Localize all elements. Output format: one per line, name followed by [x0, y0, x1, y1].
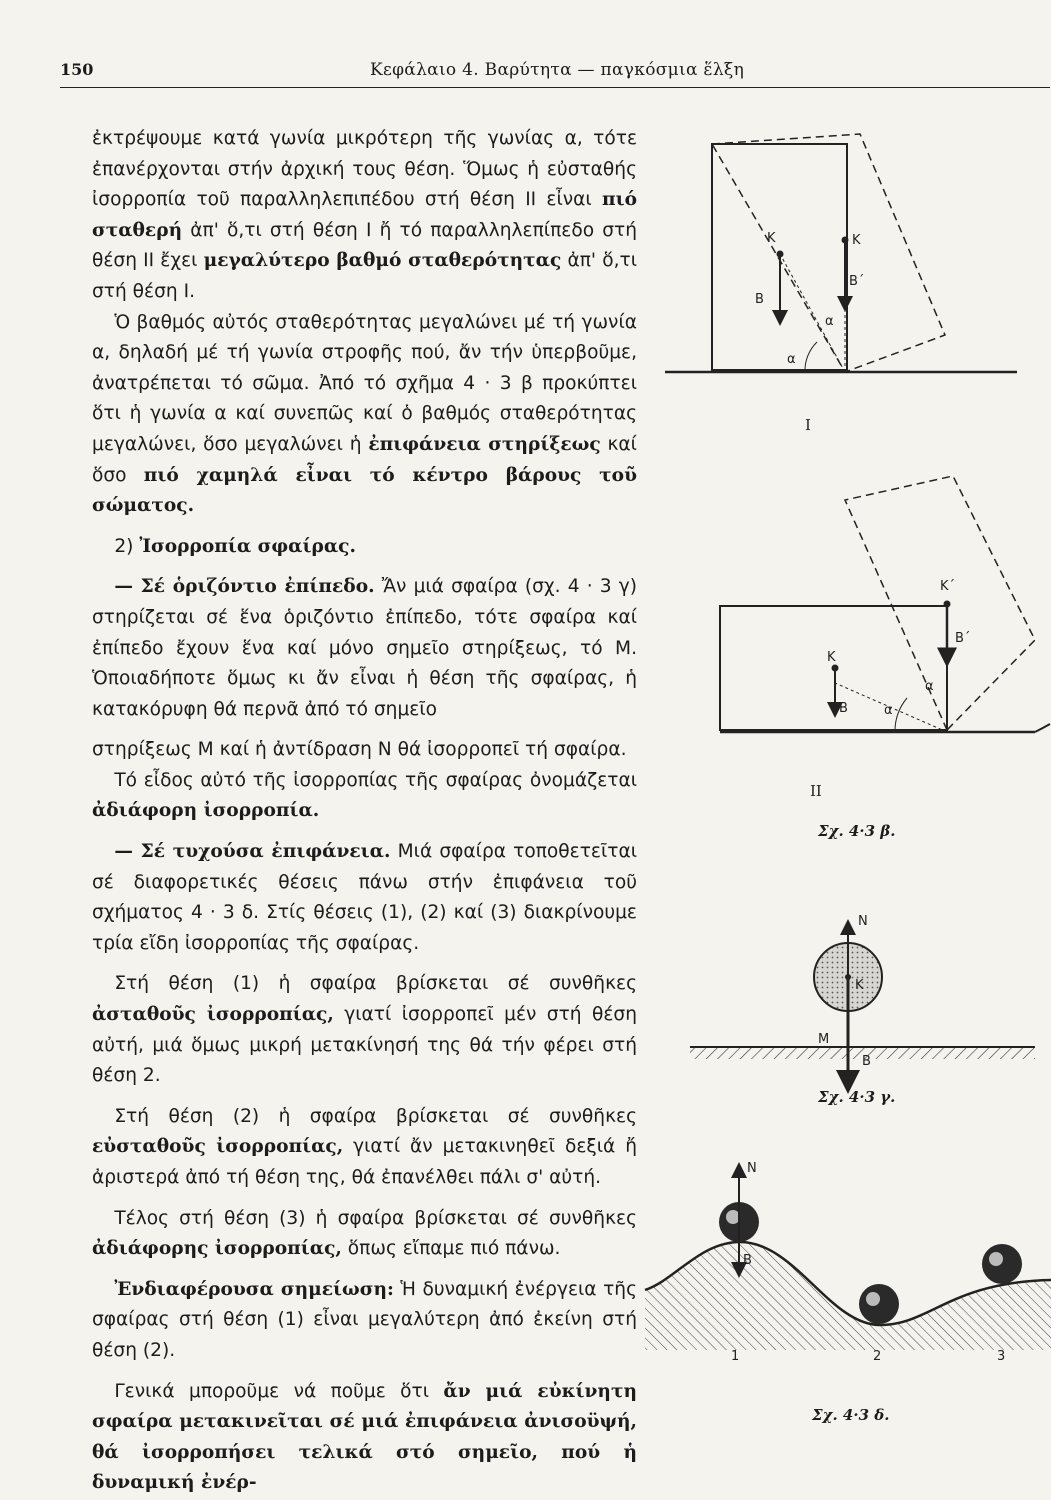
- label-B-sphere: B: [862, 1054, 871, 1069]
- figure-4-3-gamma-drawing: [690, 905, 1035, 1075]
- block-I-tilted: [712, 134, 945, 372]
- paragraph-4: Τό εἶδος αὐτό τῆς ἰσορροπίας τῆς σφαίρας ὀνομάζεται ἀδιάφορη ἰσορροπία.: [92, 769, 637, 822]
- sphere-position-2: [859, 1284, 899, 1324]
- label-B-prime-I: B΄: [849, 274, 865, 289]
- label-position-1: 1: [731, 1349, 740, 1364]
- label-K-prime-I: K: [852, 233, 861, 248]
- label-B-II: B: [839, 701, 848, 716]
- label-alpha-II-1: α: [884, 703, 893, 718]
- header-rule: [60, 87, 1050, 88]
- figure-4-3-delta-drawing: [645, 1160, 1051, 1364]
- paragraph-3: — Σέ ὁριζόντιο ἐπίπεδο. Ἄν μιά σφαίρα (σχ. 4 · 3 γ) στηρίζεται σέ ἕνα ὁριζόντιο ἐπίπεδο, τότε σφαίρα καί ἐπίπεδο ἔχουν ἕνα καί μόνο σημεῖο στηρίξεως, τό Μ. Ὁποιαδήποτε ὅμως κι ἄν εἶναι ἡ θέση τῆς σφαίρας, ἡ κατακόρυφη θά περνᾶ ἀπό τό σημεῖο: [92, 576, 637, 720]
- label-alpha-II-2: α: [925, 679, 934, 694]
- label-alpha-I-2: α: [787, 352, 796, 367]
- figure-4-3-delta: [645, 1160, 1051, 1364]
- label-II: II: [810, 782, 822, 800]
- section-heading-sphere: 2) Ἰσορροπία σφαίρας.: [114, 535, 356, 557]
- running-title: Κεφάλαιο 4. Βαρύτητα — παγκόσμια ἕλξη: [370, 60, 745, 80]
- label-position-2: 2: [873, 1349, 882, 1364]
- figure-4-3-beta-drawing: [655, 120, 1050, 840]
- page-header: [60, 58, 1018, 88]
- sphere-position-1-highlight: [726, 1210, 740, 1224]
- angle-arc-II: [895, 698, 907, 732]
- label-N: N: [858, 914, 868, 929]
- label-K-I: K: [767, 231, 776, 246]
- label-K-sphere: K: [855, 978, 864, 993]
- label-B-prime-II: B΄: [955, 631, 971, 646]
- paragraph-2: Ὁ βαθμός αὐτός σταθερότητας μεγαλώνει μέ τή γωνία α, δηλαδή μέ τή γωνία στροφῆς πού, ἄν τήν ὑπερβοῦμε, ἀνατρέπεται τό σῶμα. Ἀπό τό σχῆμα 4 · 3 β προκύπτει ὅτι ἡ γωνία α καί συνεπῶς καί ὁ βαθμός σταθερότητας μεγαλώνει, ὅσο μεγαλώνει ἡ ἐπιφάνεια στηρίξεως καί ὅσο πιό χαμηλά εἶναι τό κέντρο βάρους τοῦ σώματος.: [92, 311, 637, 517]
- label-I: I: [805, 416, 811, 434]
- label-alpha-I-1: α: [825, 314, 834, 329]
- page-number: 150: [60, 60, 94, 79]
- caption-fig-4-3-delta: Σχ. 4·3 δ.: [812, 1406, 890, 1424]
- caption-fig-4-3-beta: Σχ. 4·3 β.: [818, 822, 896, 840]
- figure-4-3-gamma: [690, 905, 1035, 1075]
- paragraph-5: — Σέ τυχούσα ἐπιφάνεια. Μιά σφαίρα τοποθετεῖται σέ διαφορετικές θέσεις πάνω στήν ἐπιφάνεια τοῦ σχήματος 4 · 3 δ. Στίς θέσεις (1), (2) καί (3) διακρίνουμε τρία εἴδη ἰσορροπίας τῆς σφαίρας.: [92, 841, 638, 954]
- label-position-3: 3: [997, 1349, 1006, 1364]
- label-M: M: [818, 1032, 830, 1047]
- ground-II-end: [1035, 724, 1050, 732]
- sphere-position-3: [982, 1244, 1022, 1284]
- label-K-II: K: [827, 650, 836, 665]
- label-B-delta: B: [743, 1253, 752, 1268]
- sphere-center: [845, 974, 851, 980]
- caption-fig-4-3-gamma: Σχ. 4·3 γ.: [818, 1088, 896, 1106]
- paragraph-3-continued: στηρίξεως Μ καί ἡ ἀντίδραση Ν θά ἰσορροπεῖ τή σφαίρα.: [92, 739, 627, 761]
- angle-arc-I: [805, 342, 817, 372]
- paragraph-10: Γενικά μποροῦμε νά ποῦμε ὅτι ἄν μιά εὐκίνητη σφαίρα μετακινεῖται σέ μιά ἐπιφάνεια ἀνισοϋψή, θά ἰσορροπήσει τελικά στό σημεῖο, πού ἡ δυναμική ἐνέρ-: [92, 1380, 637, 1494]
- block-II-tilted: [845, 476, 1035, 730]
- figure-4-3-beta: [655, 120, 1050, 840]
- label-B-I: B: [755, 292, 764, 307]
- paragraph-1: ἐκτρέψουμε κατά γωνία μικρότερη τῆς γωνίας α, τότε ἐπανέρχονται στήν ἀρχική τους θέση. Ὅμως ἡ εὐσταθής ἰσορροπία τοῦ παραλληλεπιπέδου στή θέση ΙΙ εἶναι πιό σταθερή ἀπ' ὅ,τι στή θέση Ι ἤ τό παραλληλεπίπεδο στή θέση ΙΙ ἔχει μεγαλύτερο βαθμό σταθερότητας ἀπ' ὅ,τι στή θέση Ι.: [92, 128, 637, 302]
- paragraph-9: Ἐνδιαφέρουσα σημείωση: Ἡ δυναμική ἐνέργεια τῆς σφαίρας στή θέση (1) εἶναι μεγαλύτερη ἀπό ἐκείνη στή θέση (2).: [92, 1278, 637, 1361]
- label-K-prime-II: K΄: [940, 579, 956, 594]
- paragraph-7: Στή θέση (2) ἡ σφαίρα βρίσκεται σέ συνθῆκες εὐσταθοῦς ἰσορροπίας, γιατί ἄν μετακινηθεῖ δεξιά ἤ ἀριστερά ἀπό τή θέση της, θά ἐπανέλθει πάλι σ' αὐτή.: [92, 1105, 637, 1188]
- sphere-position-2-highlight: [866, 1292, 880, 1306]
- main-text-column: [92, 124, 637, 1499]
- sphere-position-3-highlight: [989, 1252, 1003, 1266]
- paragraph-6: Στή θέση (1) ἡ σφαίρα βρίσκεται σέ συνθῆκες ἀσταθοῦς ἰσορροπίας, γιατί ἰσορροπεῖ μέν στή θέση αὐτή, μιά ὅμως μικρή μετακίνησή της θά τήν φέρει στή θέση 2.: [92, 973, 637, 1087]
- label-N-delta: N: [747, 1161, 757, 1176]
- paragraph-8: Τέλος στή θέση (3) ἡ σφαίρα βρίσκεται σέ συνθῆκες ἀδιάφορης ἰσορροπίας, ὅπως εἴπαμε πιό πάνω.: [92, 1207, 637, 1260]
